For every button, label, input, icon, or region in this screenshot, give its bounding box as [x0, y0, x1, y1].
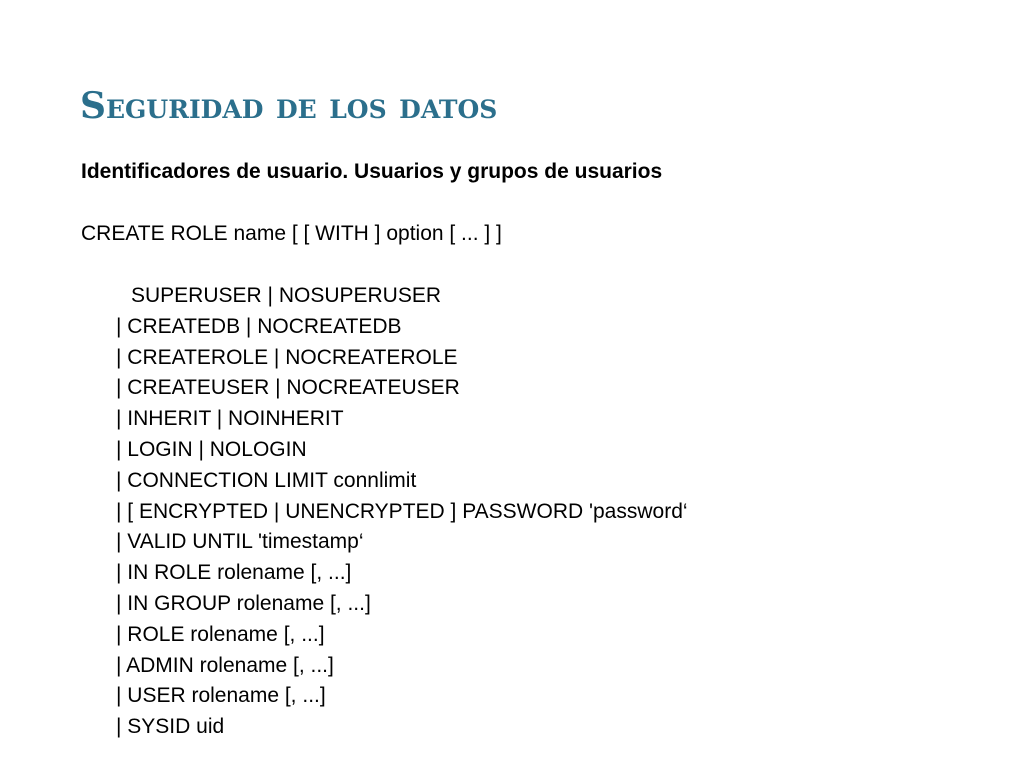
role-option: | ROLE rolename [, ...] — [116, 622, 325, 646]
role-option: | USER rolename [, ...] — [116, 684, 326, 708]
role-option: | ADMIN rolename [, ...] — [116, 653, 334, 677]
role-option: | LOGIN | NOLOGIN — [116, 437, 307, 461]
role-option: | CREATEUSER | NOCREATEUSER — [116, 376, 460, 400]
slide-subtitle: Identificadores de usuario. Usuarios y grupos de usuarios — [81, 160, 663, 183]
role-option: SUPERUSER | NOSUPERUSER — [131, 284, 442, 307]
role-option: | SYSID uid — [116, 715, 225, 739]
role-option: | CREATEROLE | NOCREATEROLE — [116, 345, 458, 369]
role-option-list — [116, 281, 688, 743]
role-option: | CONNECTION LIMIT connlimit — [116, 468, 417, 492]
create-role-statement: CREATE ROLE name [ [ WITH ] option [ ... ] ] — [81, 222, 502, 245]
role-option: | CREATEDB | NOCREATEDB — [116, 314, 402, 338]
role-option: | IN GROUP rolename [, ...] — [116, 591, 371, 615]
slide-title: Seguridad de los datos — [80, 85, 498, 127]
role-option: | VALID UNTIL 'timestamp‘ — [116, 530, 364, 554]
role-option: | INHERIT | NOINHERIT — [116, 407, 344, 431]
role-option: | IN ROLE rolename [, ...] — [116, 561, 352, 585]
role-option: | [ ENCRYPTED | UNENCRYPTED ] PASSWORD 'password‘ — [116, 499, 688, 523]
